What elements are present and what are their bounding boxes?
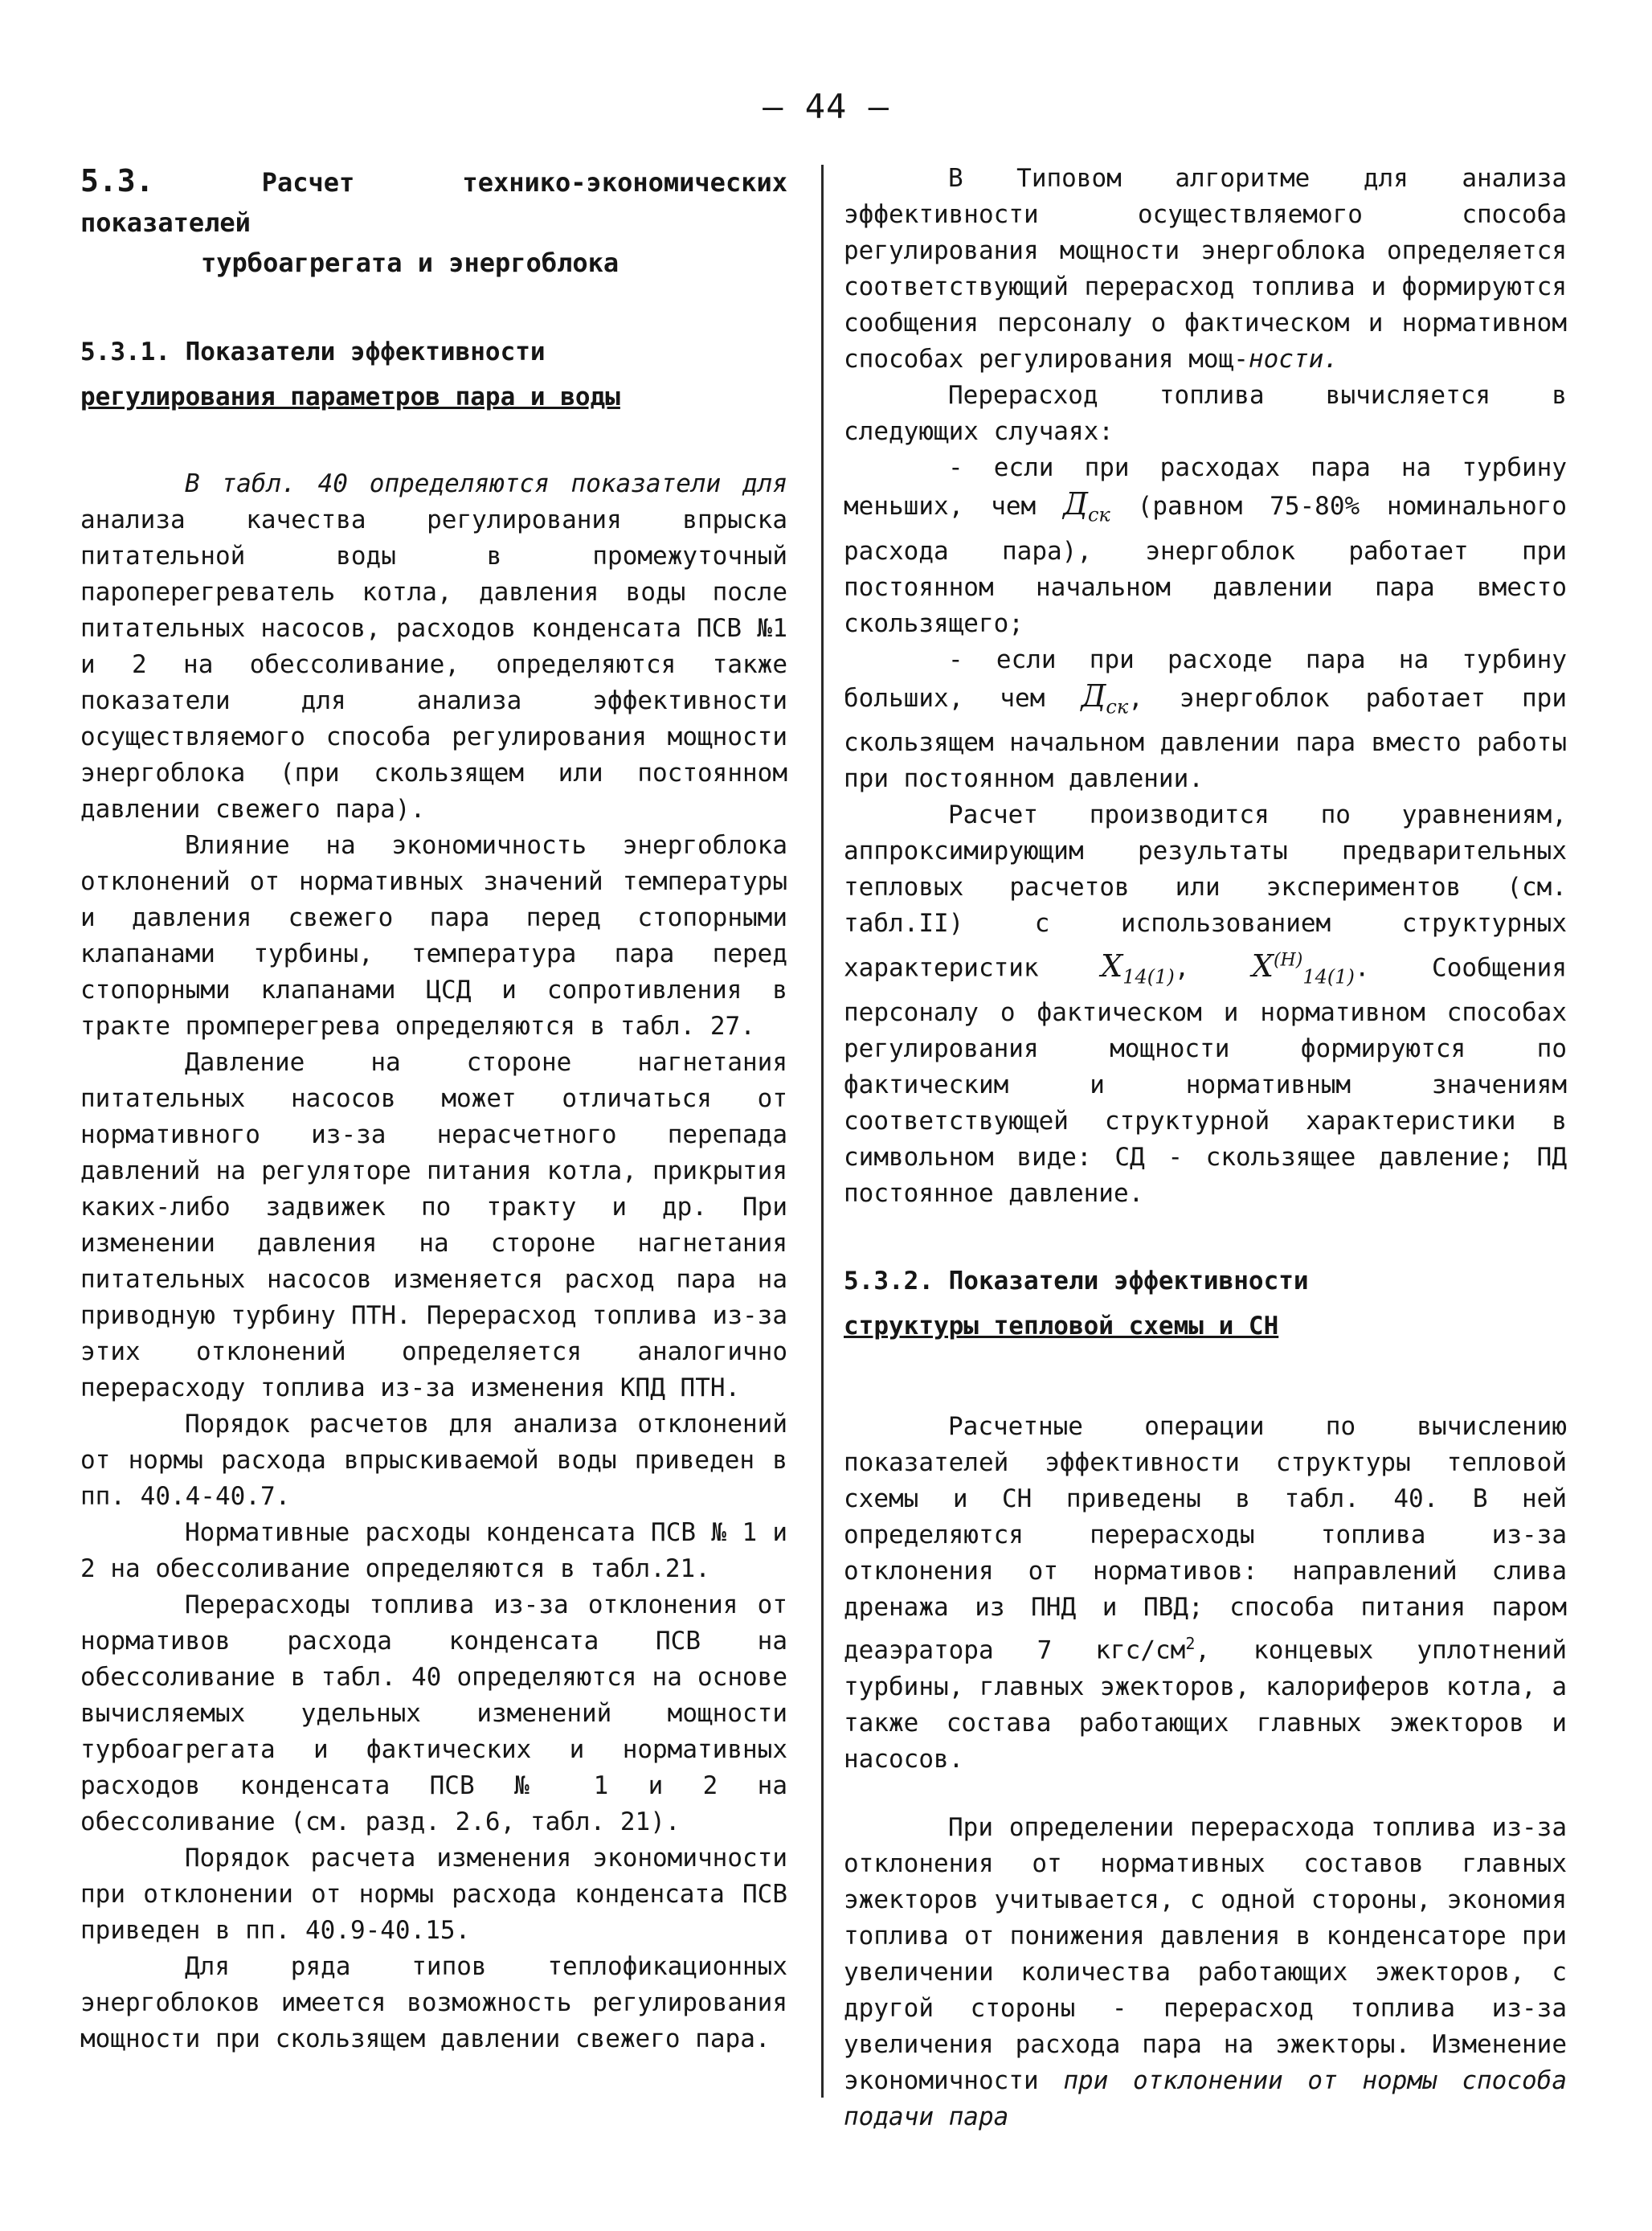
list-item (844, 450, 1567, 642)
paragraph: Для ряда типов теплофикационных энергоблоков имеется возможность регулирования мощности при скользящем давлении свежего пара. (80, 1952, 787, 2053)
list-item-text: (равном 75-80% номинального расхода пара), энергоблок работает при постоянном начальном давлении пара вместо скользящего; (844, 492, 1568, 638)
right-column (844, 161, 1567, 2135)
section-title-line2: турбоагрегата и энергоблока (201, 248, 620, 278)
paragraph-end-italic: ности. (1248, 345, 1339, 374)
subsection-title-line1: 5.3.2. Показатели эффективности (844, 1267, 1309, 1296)
superscript: 2 (1185, 1634, 1196, 1654)
structural-characteristic-symbol (1101, 948, 1175, 989)
page-number: – 44 – (763, 87, 889, 126)
paragraph: Влияние на экономичность энергоблока отклонений от нормативных значений температуры и давления свежего пара перед стопорными клапанами турбины, температура пара перед стопорными клапанами ЦСД и сопротивления в тракте промперегрева определяются в табл. 27. (80, 831, 787, 1041)
subsection-title-line1: 5.3.1. Показатели эффективности (80, 338, 546, 366)
paragraph-text: . Сообщения персоналу о фактическом и нормативном способах регулирования мощности формируются по фактическим и нормативным значениям соответствующей структурной характеристики в символьном виде: СД - скользящее давление; ПД постоянное давление. (844, 953, 1567, 1209)
symbol-letter: X (1251, 948, 1274, 984)
paragraph-text: Расчетные операции по вычислению показателей эффективности структуры тепловой схемы и СН приведены в табл. 40. В ней определяются перерасходы топлива из-за отклонения от нормативов: направлений слива дренажа из ПНД и ПВД; способа питания паром деаэратора 7 кгс/см (844, 1412, 1567, 1665)
subsection-title-line2: регулирования параметров пара и воды (80, 383, 620, 411)
paragraph (844, 1810, 1567, 2135)
section-title-line1: Расчет технико-экономических показателей (80, 167, 787, 238)
paragraph: Расчет производится по уравнениям, аппроксимирующим результаты предварительных тепловых расчетов или экспериментов (см. табл.II) с использованием структурных характеристик $X_{14(1)}$, $X^{(Н)}_{14(1)}$. Сообщения персоналу о фактическом и нормативном способах регулирования мощности формируются по фактическим и нормативным значениям соответствующей структурной характеристики в символьном виде: СД - скользящее давление; ПД постоянное давление. (844, 800, 1567, 1209)
list-item-text: - если при расходе пара на турбину больших, чем (844, 645, 1567, 713)
paragraph-text: При определении перерасхода топлива из-за отклонения от нормативных составов главных эжекторов учитывается, с одной стороны, экономия топлива от понижения давления в конденсаторе при увеличении количества работающих эжекторов, с другой стороны - перерасход топлива из-за увеличения расхода пара на эжекторы. Изменение экономичности (844, 1812, 1567, 2095)
paragraph-end-italic: при отклонении от нормы способа подачи пара (844, 2065, 1567, 2131)
structural-characteristic-normative-symbol (1251, 948, 1355, 989)
paragraph-text: анализа качества регулирования впрыска питательной воды в промежуточный пароперегреватель котла, давления воды после питательных насосов, расходов конденсата ПСВ №1 и 2 на обессоливание, определяются также показатели для анализа эффективности осуществляемого способа регулирования мощности энергоблока (при скользящем или постоянном давлении свежего пара). (80, 506, 787, 824)
paragraph-text: , концевых уплотнений турбины, главных эжекторов, калориферов котла, а также состава работающих главных эжекторов и насосов. (844, 1635, 1567, 1774)
symbol-superscript: (Н) (1273, 950, 1303, 971)
symbol-subscript: 14(1) (1122, 965, 1175, 989)
paragraph: Порядок расчетов для анализа отклонений от нормы расхода впрыскиваемой воды приведен в пп. 40.4-40.7. (80, 1410, 787, 1511)
paragraph: Давление на стороне нагнетания питательных насосов может отличаться от нормативного из-за нерасчетного перепада давлений на регуляторе питания котла, прикрытия каких-либо задвижек по тракту и др. При изменении давления на стороне нагнетания питательных насосов изменяется расход пара на приводную турбину ПТН. Перерасход топлива из-за этих отклонений определяется аналогично перерасходу топлива из-за изменения КПД ПТН. (80, 1048, 787, 1402)
steam-flow-symbol (1081, 677, 1129, 718)
subsection-heading-5-3-2 (844, 1259, 1567, 1349)
paragraph (844, 161, 1567, 378)
paragraph-text: Расчет производится по уравнениям, аппроксимирующим результаты предварительных тепловых расчетов или экспериментов (см. табл.II) с использованием структурных характеристик (844, 800, 1567, 983)
symbol-letter: Д (1081, 677, 1106, 714)
section-number: 5.3. (80, 163, 154, 199)
symbol-subscript: 14(1) (1302, 965, 1355, 989)
left-column (80, 161, 787, 2057)
paragraph-lead-italic: В табл. 40 определяются показатели для (185, 469, 787, 498)
paragraph (844, 1409, 1567, 1777)
symbol-subscript: ск (1106, 695, 1129, 718)
paragraph-text: В Типовом алгоритме для анализа эффективности осуществляемого способа регулирования мощности энергоблока определяется соответствующий перерасход топлива и формируются сообщения персоналу о фактическом и нормативном способах регулирования мощ- (844, 164, 1567, 374)
list-item-text: , энергоблок работает при скользящем начальном давлении пара вместо работы при постоянном давлении. (844, 683, 1568, 794)
subsection-heading-5-3-1 (80, 330, 787, 420)
steam-flow-symbol (1063, 486, 1110, 526)
symbol-letter: X (1101, 948, 1123, 984)
symbol-letter: Д (1063, 486, 1088, 522)
paragraph: Нормативные расходы конденсата ПСВ № 1 и 2 на обессоливание определяются в табл.21. (80, 1518, 787, 1583)
list-item-text: - если при расходах пара на турбину меньших, чем (844, 453, 1567, 521)
column-divider (821, 165, 824, 2098)
symbol-subscript: ск (1087, 503, 1110, 526)
paragraph (80, 466, 787, 828)
paragraph: Перерасход топлива вычисляется в следующих случаях: (844, 381, 1567, 446)
list-item (844, 642, 1567, 798)
paragraph: Перерасходы топлива из-за отклонения от нормативов расхода конденсата ПСВ на обессоливание в табл. 40 определяются на основе вычисляемых удельных изменений мощности турбоагрегата и фактических и нормативных расходов конденсата ПСВ № 1 и 2 на обессоливание (см. разд. 2.6, табл. 21). (80, 1590, 787, 1836)
paragraph: Порядок расчета изменения экономичности при отклонении от нормы расхода конденсата ПСВ приведен в пп. 40.9-40.15. (80, 1844, 787, 1945)
section-heading (80, 161, 787, 283)
subsection-title-line2: структуры тепловой схемы и СН (844, 1312, 1279, 1341)
